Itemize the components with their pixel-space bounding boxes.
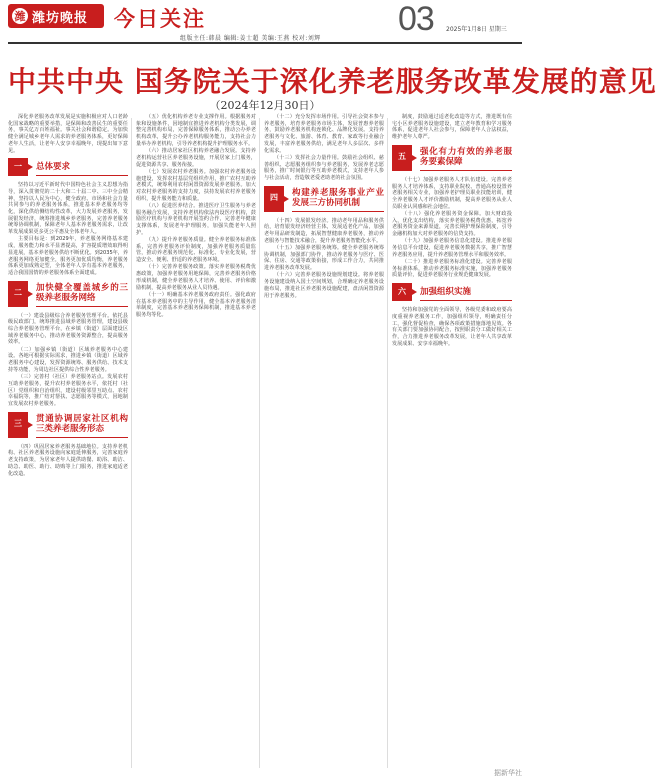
headline-date: （2024年12月30日） bbox=[209, 99, 321, 112]
paragraph: （一）建设县级综合养老服务管理平台。依托县级民政部门，统筹推进县域养老服务管理，建设县级综合养老服务管理平台，在乡镇（街道）层面建设区域养老服务中心，推动养老服务资源整合，提高服务效率。 bbox=[8, 312, 128, 346]
paragraph: （十一）明确基本养老服务政府责任。强化政府在基本养老服务中的主导作用，健全基本养老服务清单制度，完善基本养老服务保障机制，推进基本养老服务均等化。 bbox=[136, 291, 256, 318]
paragraph: 制度，鼓励通过适老化改造等方式，推进既有住宅小区养老服务设施建设，建立老年教育和学习服务体系，促进老年人社会参与，保障老年人合法权益，维护老年人尊严。 bbox=[392, 114, 512, 141]
section-title: 加快健全覆盖城乡的三级养老服务网络 bbox=[36, 281, 128, 307]
section-title: 构建养老服务事业产业发展三方协同机制 bbox=[292, 186, 384, 212]
column-divider bbox=[387, 118, 388, 768]
source-credit: 据新华社 bbox=[494, 769, 522, 777]
section-number: 五 bbox=[392, 145, 412, 171]
paragraph: （七）发展农村养老服务。加强农村养老服务设施建设，发挥农村基层党组织作用，推广农村互助养老模式，统筹利用农村闲置资源发展养老服务。加大对农村养老服务的支持力度，扶持发展农村养老服务组织，提升服务能力和质量。 bbox=[136, 168, 256, 202]
section-title: 加强组织实施 bbox=[420, 283, 512, 301]
section-name: 今日关注 bbox=[114, 6, 206, 31]
paragraph: （十八）强化养老服务资金保障。加大财政投入，优化支出结构，落实养老服务税费优惠，拓宽养老服务资金来源渠道，完善长期护理保险制度，引导金融机构加大对养老服务的信贷支持。 bbox=[392, 210, 512, 238]
section-head-6 bbox=[392, 283, 512, 303]
paragraph: （四）巩固居家养老服务基础地位。支持养老机构、社区养老服务设施向家庭延伸服务，完善家庭养老支持政策，为居家老年人提供助餐、助浴、助洁、助急、助医、助行、助购等上门服务，推进家庭适老化改造。 bbox=[8, 443, 128, 477]
article-column-3 bbox=[264, 114, 384, 774]
section-number: 二 bbox=[8, 281, 28, 307]
paragraph: （九）提升养老服务质量。健全养老服务标准体系，完善养老服务评价制度，加强养老服务质量监管，推动养老服务规范化、标准化、专业化发展，营造安全、便利、舒适的养老服务环境。 bbox=[136, 237, 256, 264]
masthead bbox=[0, 0, 530, 44]
page-title: 中共中央 国务院关于深化养老服务改革发展的意见 bbox=[8, 65, 657, 98]
section-head-2 bbox=[8, 281, 128, 309]
page-number: 03 bbox=[398, 0, 434, 38]
paragraph: （八）促进医养结合。推进医疗卫生服务与养老服务融合发展，支持养老机构依法内设医疗机构，鼓励医疗机构与养老机构开展签约合作，完善老年健康支撑体系，发展老年护理服务，加强失能老年人照护。 bbox=[136, 202, 256, 236]
section-title: 贯通协调居家社区机构三类养老服务形态 bbox=[36, 412, 128, 438]
paragraph: 主要目标是：到2029年，养老服务网络基本建成，服务能力和水平显著提高，扩容提质增效取得明显进展，基本养老服务供给不断优化。到2035年，养老服务网络更加健全，服务更加优质均衡，养老服务体系更加成熟定型，全体老年人享有基本养老服务，适合我国国情的养老服务体系全面建成。 bbox=[8, 236, 128, 276]
section-title: 强化有力有效的养老服务要素保障 bbox=[420, 145, 512, 171]
section-head-1 bbox=[8, 158, 128, 178]
paragraph: （十七）加强养老服务人才队伍建设。完善养老服务人才培养体系，支持职业院校、普通高校设置养老服务相关专业，加强养老护理员职业技能培训，健全养老服务人才评价激励机制，提高养老服务从业人员职业认同感和社会地位。 bbox=[392, 176, 512, 210]
column-divider bbox=[131, 118, 132, 768]
paragraph: （十九）加强养老服务信息化建设。推进养老服务信息平台建设，促进养老服务数据共享，推广智慧养老服务应用，提升养老服务管理水平和服务效率。 bbox=[392, 238, 512, 258]
article-column-1 bbox=[8, 114, 128, 774]
masthead-rule bbox=[8, 42, 522, 44]
article-column-2 bbox=[136, 114, 256, 774]
paragraph: （二）加强乡镇（街道）区域养老服务中心建设。各地可根据实际需求，推进乡镇（街道）区域养老服务中心建设，发挥资源统筹、服务供给、技术支持等功能，为周边社区提供综合性养老服务。 bbox=[8, 346, 128, 373]
section-head-3 bbox=[8, 412, 128, 440]
staff-line: 组版主任:韩晨 编辑:姜士超 美编:王燕 校对:刘辉 bbox=[180, 35, 321, 42]
paragraph: （十）完善养老服务政策。落实养老服务税费优惠政策，加强养老服务用地保障，完善养老服务价格形成机制，健全养老服务人才培养、使用、评价和激励机制，提高养老服务从业人员待遇。 bbox=[136, 264, 256, 291]
article-column-4 bbox=[392, 114, 512, 774]
issue-date: 2025年1月8日 星期三 bbox=[446, 26, 507, 33]
section-number: 三 bbox=[8, 412, 28, 438]
section-number: 六 bbox=[392, 283, 412, 301]
paragraph: （二十）推进养老服务标准化建设。完善养老服务标准体系，推动养老服务标准实施，加强养老服务质量评价，促进养老服务行业规范健康发展。 bbox=[392, 259, 512, 279]
logo-mark-icon: 潍 bbox=[12, 8, 28, 24]
newspaper-logo bbox=[8, 4, 104, 28]
section-head-5 bbox=[392, 145, 512, 173]
section-head-4 bbox=[264, 186, 384, 214]
column-divider bbox=[259, 118, 260, 768]
section-title: 总体要求 bbox=[36, 158, 128, 176]
logo-text: 潍坊晚报 bbox=[32, 10, 89, 26]
paragraph: （五）优化机构养老专业支撑作用。根据服务对象和设施条件，因地制宜推进养老机构分类发展，调整完善机构布局，完善保障服务体系，推动公办养老机构改革，提升公办养老机构服务能力，支持社会力量举办养老机构，引导养老机构提升护理服务水平。 bbox=[136, 114, 256, 147]
section-number: 四 bbox=[264, 186, 284, 212]
paragraph: （十六）完善养老服务设施规划建设。将养老服务设施建设纳入国土空间规划，合理确定养老服务设施布局，推进社区养老服务设施配建，盘活闲置资源用于养老服务。 bbox=[264, 272, 384, 299]
paragraph: （三）完善村（社区）养老服务站点。发展农村互助养老服务，提升农村养老服务水平，依托村（社区）党组织和自治组织，建设村级邻里互助点、农村幸福院等，推广结对帮扶、志愿服务等模式，因地制宜发展农村养老服务。 bbox=[8, 374, 128, 407]
paragraph: （十二）充分发挥市场作用。引导社会资本参与养老服务，培育养老服务市场主体，发展普惠养老服务，鼓励养老服务机构连锁化、品牌化发展。支持养老服务与文化、旅游、体育、教育、家政等行业融合发展，丰富养老服务供给，满足老年人多层次、多样化需求。 bbox=[264, 114, 384, 154]
paragraph: 坚持以习近平新时代中国特色社会主义思想为指导，深入贯彻党的二十大和二十届二中、三中全会精神，坚持以人民为中心，健全政府、市场和社会力量共同参与的养老服务体系，推进基本养老服务均等化，深化供给侧结构性改革，大力发展养老服务，发展银发经济，统筹推进城乡养老服务，完善养老服务统筹协调机制，保障老年人基本养老服务需求，让改革发展成果更多更公平惠及全体老年人。 bbox=[8, 182, 128, 236]
paragraph: （十三）发挥社会力量作用。鼓励社会组织、慈善组织、志愿服务组织参与养老服务，发展养老志愿服务，推广时间银行等互助养老模式，支持老年人参与社会活动，营造敬老爱老助老的社会氛围。 bbox=[264, 154, 384, 181]
paragraph: 深化养老服务改革发展是实施积极应对人口老龄化国家战略的重要举措，是保障和改善民生的重要任务，事关亿万百姓福祉。事关社会和谐稳定。为加快健全满足城乡老年人需求的养老服务体系，更好保障老年人生活，让老年人安享幸福晚年，现提出如下意见。 bbox=[8, 114, 128, 154]
section-number: 一 bbox=[8, 158, 28, 176]
paragraph: 坚持和加强党的全面领导，各级党委和政府要高度重视养老服务工作，加强组织领导，明确责任分工，强化督促检查，确保各项政策措施落地见效。各有关部门要加强协同配合，按照职责分工做好相关工作，合力推进养老服务改革发展，让老年人共享改革发展成果、安享幸福晚年。 bbox=[392, 307, 512, 347]
paragraph: （十五）加强养老服务统筹。健全养老服务统筹协调机制，加强部门协作，推动养老服务与医疗、医保、住房、交通等政策衔接，形成工作合力，共同推进养老服务改革发展。 bbox=[264, 245, 384, 272]
paragraph: （六）推动居家社区机构养老融合发展。支持养老机构运营社区养老服务设施，开展居家上门服务，促进资源共享、服务衔接。 bbox=[136, 148, 256, 168]
paragraph: （十四）发展银发经济。推动老年用品和服务供给，培育银发经济经营主体，发展适老化产品，加强老年用品研发制造，拓展智慧健康养老服务，推动养老服务与智能技术融合，提升养老服务智能化水平。 bbox=[264, 217, 384, 244]
